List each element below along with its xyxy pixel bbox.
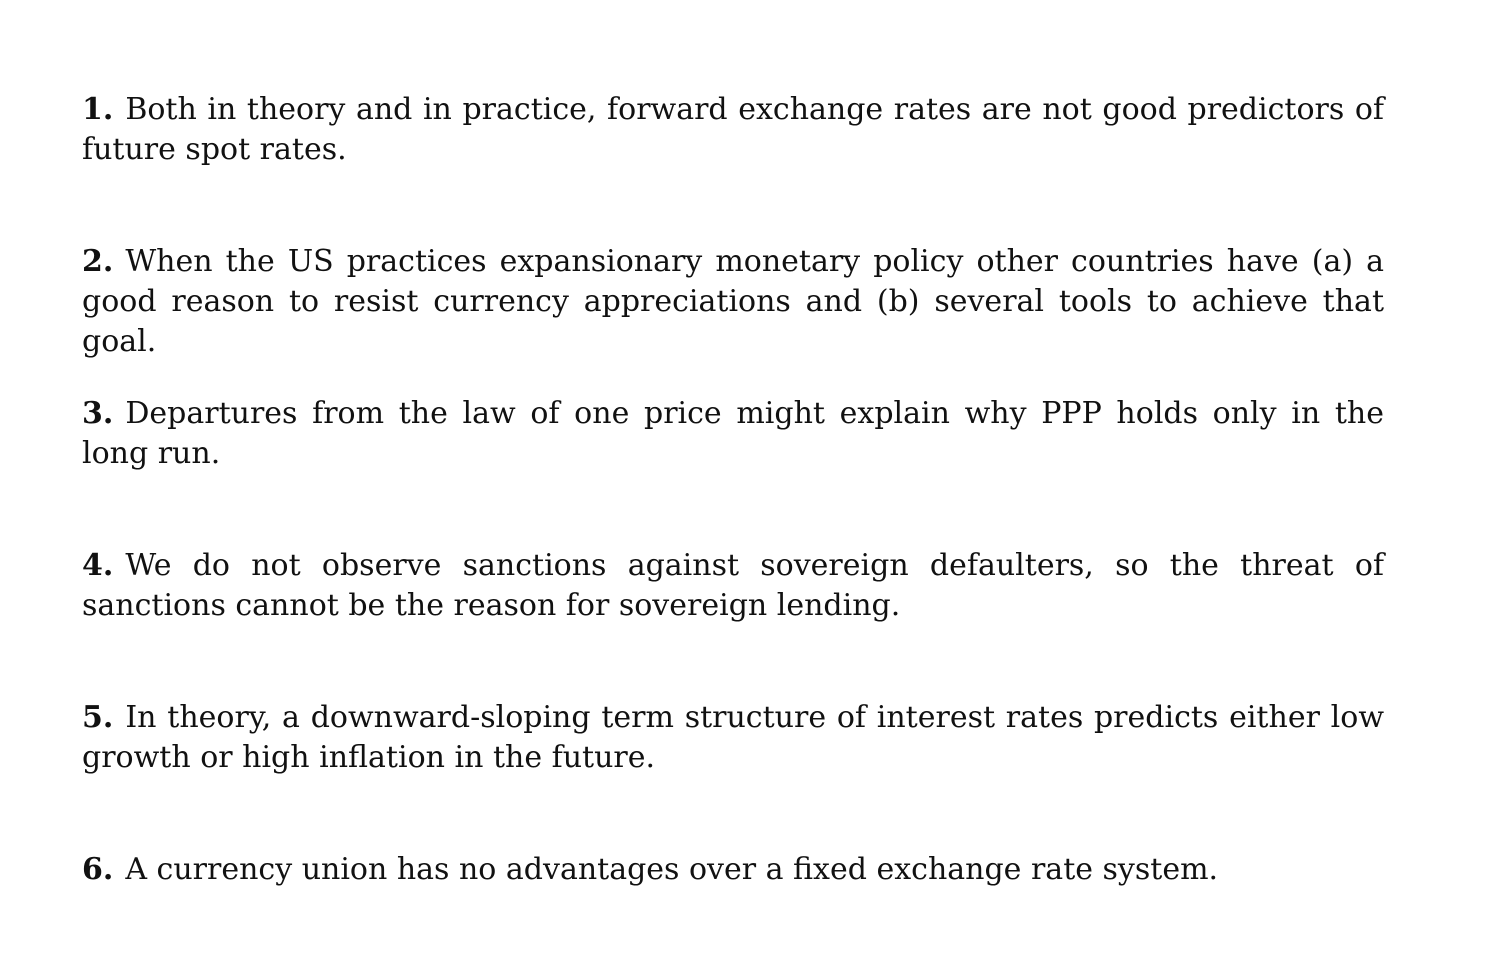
statement-number: 1. [82, 92, 114, 127]
statement-text: When the US practices expansionary monetary policy other countries have (a) a good reason to resist currency appreciations and (b) several tools to achieve that goal. [82, 244, 1384, 359]
statement-item-6 [82, 850, 1384, 890]
statement-text: In theory, a downward-sloping term structure of interest rates predicts either low growth or high inflation in the future. [82, 700, 1384, 775]
statement-item-5 [82, 698, 1384, 778]
statement-item-1 [82, 90, 1384, 170]
statement-text: Departures from the law of one price might explain why PPP holds only in the long run. [82, 396, 1384, 471]
statement-item-2 [82, 242, 1384, 359]
statement-number: 3. [82, 396, 114, 431]
statement-number: 2. [82, 244, 114, 279]
statement-number: 6. [82, 852, 114, 887]
statement-text: Both in theory and in practice, forward exchange rates are not good predictors of future spot rates. [82, 92, 1384, 167]
statement-item-4 [82, 546, 1384, 626]
statement-text: A currency union has no advantages over a fixed exchange rate system. [125, 852, 1219, 887]
statement-number: 5. [82, 700, 114, 735]
statement-item-3 [82, 394, 1384, 474]
statement-text: We do not observe sanctions against sovereign defaulters, so the threat of sanctions cannot be the reason for sovereign lending. [82, 548, 1384, 623]
statement-number: 4. [82, 548, 114, 583]
statement-list [82, 90, 1384, 890]
